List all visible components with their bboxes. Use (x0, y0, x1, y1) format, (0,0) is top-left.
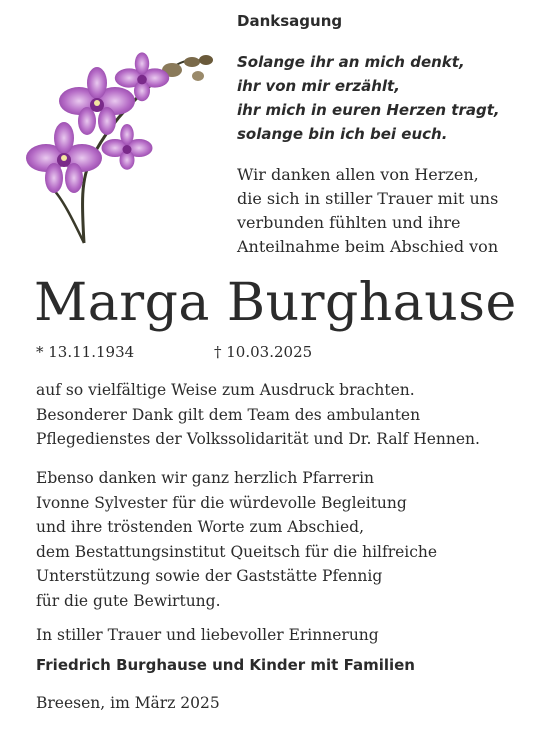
paragraph-line: für die gute Bewirtung. (36, 591, 221, 610)
intro-line: verbunden fühlten und ihre (237, 213, 461, 232)
orchid-icon (22, 48, 222, 248)
intro-text (237, 163, 498, 259)
deceased-name: Marga Burghause (34, 273, 517, 333)
paragraph-line: auf so vielfältige Weise zum Ausdruck brachten. (36, 381, 415, 399)
paragraph-line: dem Bestattungsinstitut Queitsch für die hilfreiche (36, 542, 438, 561)
poem-line: ihr mich in euren Herzen tragt, (237, 101, 500, 119)
death-date: † 10.03.2025 (214, 343, 313, 361)
family-signature: Friedrich Burghause und Kinder mit Familien (36, 656, 415, 674)
intro-line: die sich in stiller Trauer mit uns (237, 189, 499, 208)
thanks-paragraph-2 (36, 466, 437, 613)
paragraph-line: Pflegedienstes der Volkssolidarität und Dr. Ralf Hennen. (36, 430, 480, 448)
closing-line: In stiller Trauer und liebevoller Erinnerung (36, 626, 379, 644)
birth-date: * 13.11.1934 (36, 343, 135, 361)
poem-line: ihr von mir erzählt, (237, 77, 400, 95)
paragraph-line: Besonderer Dank gilt dem Team des ambulanten (36, 405, 421, 424)
paragraph-line: und ihre tröstenden Worte zum Abschied, (36, 518, 365, 536)
paragraph-line: Unterstützung sowie der Gaststätte Pfennig (36, 567, 383, 585)
poem-line: solange bin ich bei euch. (237, 125, 448, 143)
thanks-paragraph (36, 378, 480, 452)
place-date: Breesen, im März 2025 (36, 694, 220, 712)
paragraph-line: Ebenso danken wir ganz herzlich Pfarrerin (36, 469, 375, 487)
intro-line: Wir danken allen von Herzen, (237, 165, 479, 184)
paragraph-line: Ivonne Sylvester für die würdevolle Begleitung (36, 493, 407, 512)
intro-line: Anteilnahme beim Abschied von (237, 237, 499, 256)
poem-line: Solange ihr an mich denkt, (237, 53, 465, 71)
poem (237, 50, 500, 146)
heading: Danksagung (237, 12, 343, 30)
